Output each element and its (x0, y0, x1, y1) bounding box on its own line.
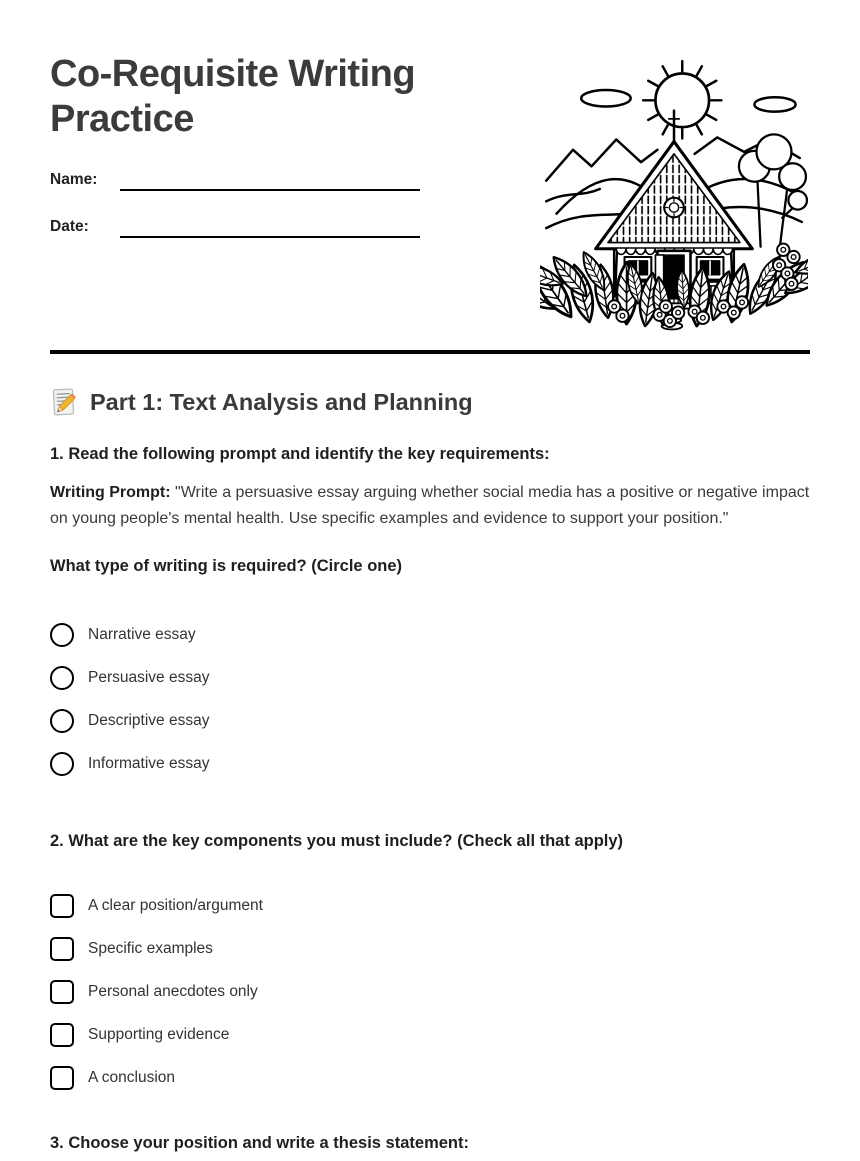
checkbox-label-position: A clear position/argument (88, 897, 263, 914)
writing-type-question: What type of writing is required? (Circle one) (50, 557, 403, 575)
date-field-row (50, 216, 422, 238)
checkbox-examples[interactable] (50, 937, 74, 961)
checkbox-anecdotes[interactable] (50, 980, 74, 1004)
checkbox-label-examples: Specific examples (88, 940, 213, 957)
section-divider (50, 350, 810, 354)
radio-button-persuasive[interactable] (50, 666, 74, 690)
checkbox-position[interactable] (50, 894, 74, 918)
page-title: Co-Requisite Writing Practice (50, 53, 416, 140)
checkbox-conclusion[interactable] (50, 1066, 74, 1090)
checkbox-option-position (50, 894, 810, 918)
radio-button-informative[interactable] (50, 752, 74, 776)
question-1-label: 1. Read the following prompt and identify the key requirements: (50, 445, 550, 463)
part1-heading-text: Part 1: Text Analysis and Planning (90, 388, 473, 415)
question-3-label: 3. Choose your position and write a thesis statement: (50, 1134, 469, 1152)
radio-button-descriptive[interactable] (50, 709, 74, 733)
key-components-options (50, 894, 810, 1090)
checkbox-option-evidence (50, 1023, 810, 1047)
name-input-line[interactable] (120, 169, 420, 191)
checkbox-label-anecdotes: Personal anecdotes only (88, 983, 258, 1000)
checkbox-option-examples (50, 937, 810, 961)
checkbox-option-conclusion (50, 1066, 810, 1090)
writing-type-options (50, 623, 810, 776)
radio-option-descriptive (50, 709, 810, 733)
name-field-row (50, 169, 422, 191)
radio-button-narrative[interactable] (50, 623, 74, 647)
radio-label-informative: Informative essay (88, 755, 210, 772)
checkbox-option-anecdotes (50, 980, 810, 1004)
writing-prompt (50, 480, 810, 532)
radio-option-informative (50, 752, 810, 776)
radio-label-narrative: Narrative essay (88, 626, 196, 643)
date-input-line[interactable] (120, 216, 420, 238)
checkbox-label-conclusion: A conclusion (88, 1069, 176, 1086)
part1-heading (50, 387, 810, 417)
name-label: Name: (50, 171, 98, 188)
date-label: Date: (50, 218, 89, 235)
radio-option-narrative (50, 623, 810, 647)
checkbox-label-evidence: Supporting evidence (88, 1026, 230, 1043)
radio-label-persuasive: Persuasive essay (88, 669, 210, 686)
writing-prompt-label: Writing Prompt: (50, 484, 171, 501)
question-2-label: 2. What are the key components you must include? (Check all that apply) (50, 832, 624, 850)
memo-icon (50, 387, 80, 417)
radio-label-descriptive: Descriptive essay (88, 712, 210, 729)
checkbox-evidence[interactable] (50, 1023, 74, 1047)
radio-option-persuasive (50, 666, 810, 690)
writing-prompt-text: "Write a persuasive essay arguing whether social media has a positive or negative impact on young people's mental health. Use specific examples and evidence to support your position." (50, 484, 810, 527)
